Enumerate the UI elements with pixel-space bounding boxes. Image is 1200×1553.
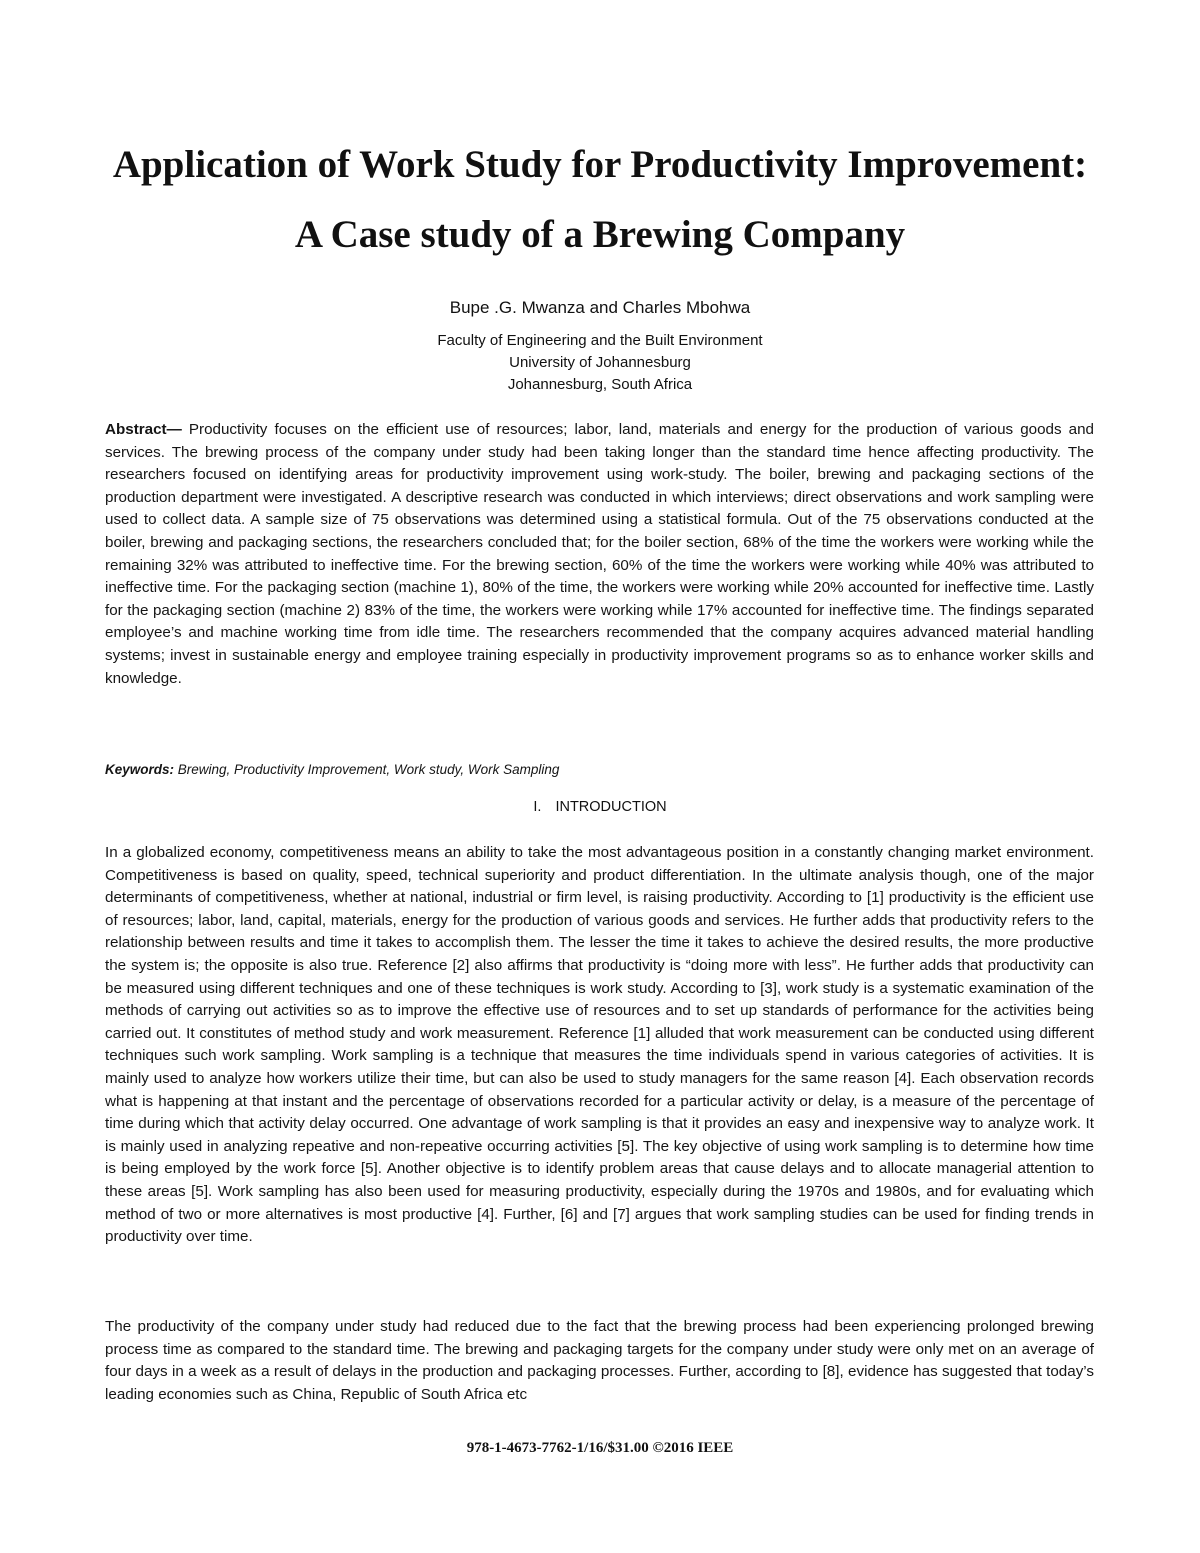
keywords-text: Brewing, Productivity Improvement, Work study, Work Sampling	[174, 762, 560, 777]
keywords	[105, 760, 1094, 780]
author-names: Bupe .G. Mwanza and Charles Mbohwa	[449, 298, 751, 317]
abstract	[105, 419, 1094, 690]
intro-paragraph-2: The productivity of the company under study had reduced due to the fact that the brewing process had been experiencing prolonged brewing process time as compared to the standard time. The brewing and packaging targets for the company under study were only met on an average of four days in a week as a result of delays in the production and packaging processes. Further, according to [8], evidence has suggested that today’s leading economies such as China, Republic of South Africa etc	[105, 1318, 1094, 1403]
section-heading-introduction	[0, 797, 1200, 817]
affiliation-faculty: Faculty of Engineering and the Built Environment	[437, 332, 763, 349]
affiliation-location: Johannesburg, South Africa	[507, 376, 693, 393]
keywords-label: Keywords:	[105, 762, 175, 777]
section-number: I.	[533, 799, 542, 815]
copyright-footer: 978-1-4673-7762-1/16/$31.00 ©2016 IEEE	[466, 1440, 734, 1456]
paper-title-line-2: A Case study of a Brewing Company	[294, 213, 906, 256]
abstract-text: Productivity focuses on the efficient use of resources; labor, land, materials and energy for the production of various goods and services. The brewing process of the company under study had been taking longer than the standard time hence affecting productivity. The researchers focused on identifying areas for productivity improvement using work-study. The boiler, brewing and packaging sections of the production department were investigated. A descriptive research was conducted in which interviews; direct observations and work sampling were used to collect data. A sample size of 75 observations was determined using a statistical formula. Out of the 75 observations conducted at the boiler, brewing and packaging sections, the researchers concluded that; for the boiler section, 68% of the time the workers were working while the remaining 32% was attributed to ineffective time. For the brewing section, 60% of the time the workers were working while 40% was attributed to ineffective time. For the packaging section (machine 1), 80% of the time, the workers were working while 20% accounted for ineffective time. Lastly for the packaging section (machine 2) 83% of the time, the workers were working while 17% accounted for ineffective time. The findings separated employee’s and machine working time from idle time. The researchers recommended that the company acquires advanced material handling systems; invest in sustainable energy and employee training especially in productivity improvement programs so as to enhance worker skills and knowledge.	[105, 421, 1094, 687]
intro-paragraph-1: In a globalized economy, competitiveness means an ability to take the most advantageous position in a constantly changing market environment. Competitiveness is based on quality, speed, technical superiority and product differentiation. In the ultimate analysis though, one of the major determinants of competitiveness, whether at national, industrial or firm level, is raising productivity. According to [1] productivity is the efficient use of resources; labor, land, capital, materials, energy for the production of various goods and services. He further adds that productivity refers to the relationship between results and time it takes to accomplish them. The lesser the time it takes to achieve the desired results, the more productive the system is; the opposite is also true. Reference [2] also affirms that productivity is “doing more with less”. He further adds that productivity can be measured using different techniques and one of these techniques is work study. According to [3], work study is a systematic examination of the methods of carrying out activities so as to improve the effective use of resources and to set up standards of performance for the activities being carried out. It constitutes of method study and work measurement. Reference [1] alluded that work measurement can be conducted using different techniques such work sampling. Work sampling is a technique that measures the time individuals spend in various categories of activities. It is mainly used to analyze how workers utilize their time, but can also be used to study managers for the same reason [4]. Each observation records what is happening at that instant and the percentage of observations recorded for a particular activity or delay, is a measure of the percentage of time during which that activity delay occurred. One advantage of work sampling is that it provides an easy and inexpensive way to analyze work. It is mainly used in analyzing repeative and non-repeative occurring activities [5]. The key objective of using work sampling is to determine how time is being employed by the work force [5]. Another objective is to identify problem areas that cause delays and to allocate managerial attention to these areas [5]. Work sampling has also been used for measuring productivity, especially during the 1970s and 1980s, and for evaluating which method of two or more alternatives is most productive [4]. Further, [6] and [7] argues that work sampling studies can be used for finding trends in productivity over time.	[105, 844, 1094, 1246]
paper-title-line-1: Application of Work Study for Productivity Improvement:	[112, 143, 1088, 186]
affiliation-university: University of Johannesburg	[509, 354, 691, 371]
abstract-label: Abstract—	[105, 421, 182, 438]
section-title: INTRODUCTION	[555, 799, 667, 815]
